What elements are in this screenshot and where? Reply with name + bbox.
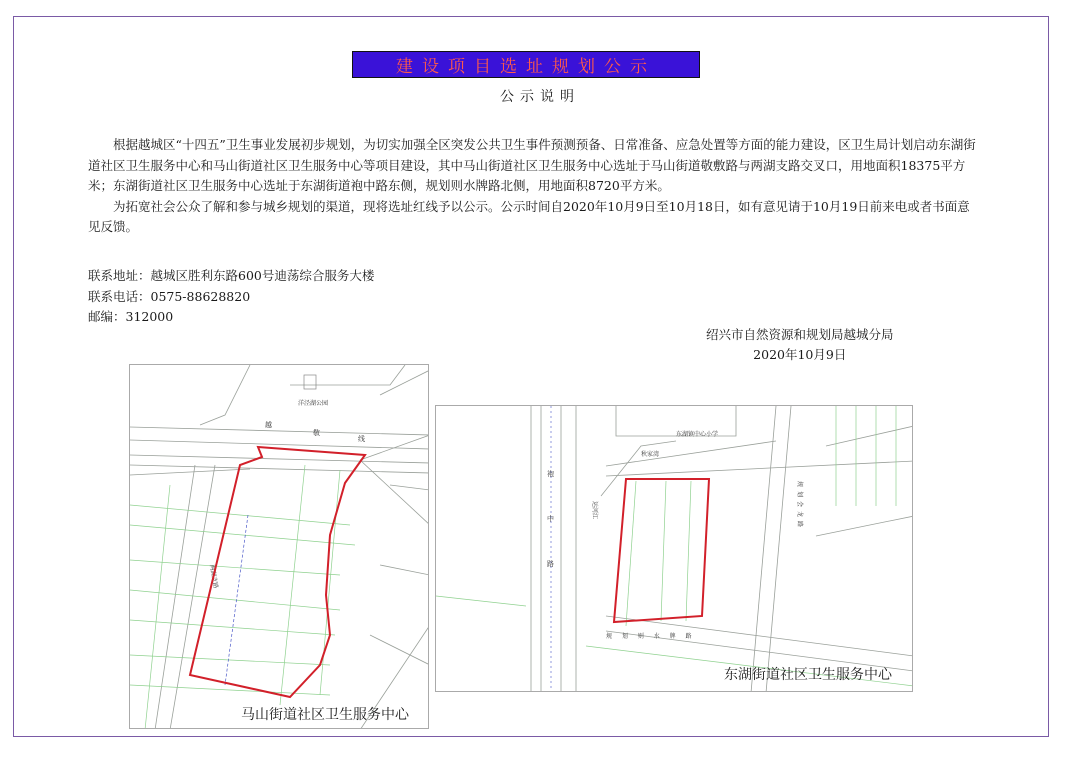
contact-block <box>88 266 374 328</box>
svg-text:袍: 袍 <box>547 470 554 478</box>
svg-text:线: 线 <box>358 435 365 443</box>
site-map-mashan <box>129 364 429 729</box>
svg-text:洋泾湖公园: 洋泾湖公园 <box>298 400 329 407</box>
svg-text:秋家湾: 秋家湾 <box>641 451 660 458</box>
map1-caption: 马山街道社区卫生服务中心 <box>241 707 409 723</box>
paragraph: 为拓宽社会公众了解和参与城乡规划的渠道，现将选址红线予以公示。公示时间自2020年10月9日至10月18日，如有意见请于10月19日前来电或者书面意见反馈。 <box>88 198 970 234</box>
title-banner <box>352 51 700 78</box>
contact-phone: 联系电话：0575-88628820 <box>88 288 251 304</box>
map-drawing <box>130 365 429 729</box>
svg-text:越: 越 <box>265 421 272 429</box>
signature-org: 绍兴市自然资源和规划局越城分局 <box>706 327 894 342</box>
svg-text:敬: 敬 <box>313 429 320 437</box>
svg-text:路: 路 <box>547 560 554 568</box>
notice-body <box>88 135 980 238</box>
subtitle: 公示说明 <box>500 89 580 105</box>
contact-address: 联系地址：越城区胜利东路600号迪荡综合服务大楼 <box>88 268 375 283</box>
svg-text:两湖支路: 两湖支路 <box>208 564 220 589</box>
contact-postcode: 邮编：312000 <box>88 309 174 324</box>
map-drawing <box>436 406 913 692</box>
page-title: 建设项目选址规划公示 <box>396 57 656 77</box>
signature-block <box>706 325 894 365</box>
svg-text:规 划 则 水 牌 路: 规 划 则 水 牌 路 <box>606 633 696 640</box>
signature-date: 2020年10月9日 <box>753 347 847 362</box>
svg-text:东湖镇中心小学: 东湖镇中心小学 <box>676 431 719 438</box>
svg-text:中: 中 <box>547 515 554 523</box>
site-map-donghu <box>435 405 913 692</box>
paragraph: 根据越城区“十四五”卫生事业发展初步规划，为切实加强全区突发公共卫生事件预测预备、日常准备、应急处置等方面的能力建设，区卫生局计划启动东湖街道社区卫生服务中心和马山街道社区卫生服务中心等项目建设，其中马山街道社区卫生服务中心选址于马山街道敬敷路与两湖支路交叉口，用地面积18375平方米；东湖街道社区卫生服务中心选址于东湖街道袍中路东侧，规划则水牌路北侧，用地面积8720平方米。 <box>88 137 976 193</box>
svg-text:规划会龙路: 规划会龙路 <box>796 481 803 532</box>
svg-text:运河江: 运河江 <box>591 501 598 520</box>
map2-caption: 东湖街道社区卫生服务中心 <box>724 667 892 683</box>
